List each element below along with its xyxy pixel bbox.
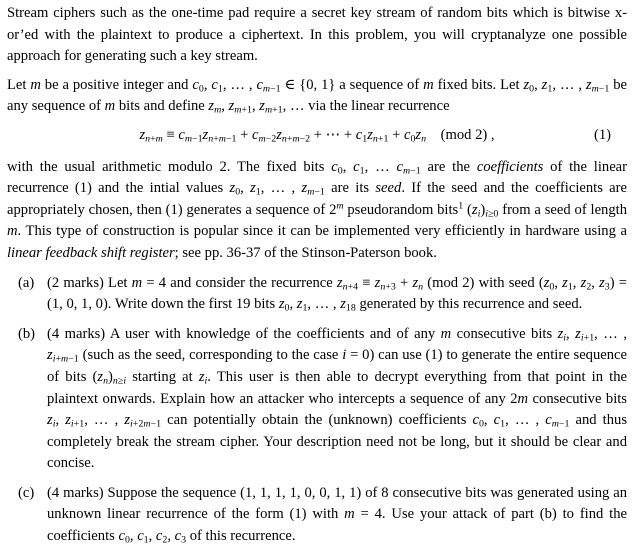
recurrence-equation-row (7, 125, 627, 147)
after-equation-paragraph: with the usual arithmetic modulo 2. The fixed bits $c_0$, $c_1$, … $c_{m-1}$ are the coefficients of the linear recurrence (1) and the intial values $z_0$, $z_1$, … , $z_{m-1}$ are its seed. If the seed and the coefficients are appropriately chosen, then (1) generates a sequence of 2$^m$ pseudorandom bits$^1$ $(z_i)_{i\ge 0}$ from a seed of length m. This type of construction is popular since it can be implemented very efficiently in hardware using a linear feedback shift register; see pp. 36-37 of the Stinson-Paterson book. (7, 158, 628, 261)
part-b (7, 324, 627, 475)
part-c-text: (4 marks) Suppose the sequence (1, 1, 1, 1, 0, 0, 1, 1) of 8 consecutive bits was generated using an unknown linear recurrence of the form (1) with m = 4. Use your attack of part (b) to find the coefficients $c_0$, $c_1$, $c_2$, $c_3$ of this recurrence. (47, 484, 627, 546)
part-a-label: (a) (18, 274, 35, 291)
part-c-label: (c) (18, 484, 35, 501)
part-a-text: (2 marks) Let m = 4 and consider the recurrence $z_{n+4} \equiv z_{n+3} + z_n$ (mod 2) with seed ($z_0$, $z_1$, $z_2$, $z_3) = (1$, 0, 1, 0). Write down the first 19 bits $z_0$, $z_1$, … , $z_{18}$ generated by this recurrence and seed. (47, 274, 628, 314)
part-b-text: (4 marks) A user with knowledge of the coefficients and of any m consecutive bits $z_i$, $z_{i+1}$, … , $z_{i+m-1}$ (such as the seed, corresponding to the case i = 0) can use (1) to generate the entire sequence of bits $(z_n)_{n\ge i}$ starting at $z_i$. This user is then able to decrypt everything from that point in the plaintext onwards. Explain how an attacker who intercepts a sequence of any 2m consecutive bits $z_i$, $z_{i+1}$, … , $z_{i+2m-1}$ can potentially obtain the (unknown) coefficients $c_0$, $c_1$, … , $c_{m-1}$ and thus completely break the stream cipher. Your description need not be long, but it should be clear and concise. (47, 325, 628, 472)
equation-number: (1) (593, 126, 611, 143)
part-a (7, 273, 627, 316)
part-b-label: (b) (18, 325, 36, 342)
intro-paragraph: Stream ciphers such as the one-time pad require a secret key stream of random bits which is bitwise x-or’ed with the plaintext to produce a ciphertext. In this problem, you will cryptanalyze one possible approach for generating such a key stream. (7, 5, 627, 65)
recurrence-equation: $z_{n+m} \equiv c_{m-1}z_{n+m-1} + c_{m-2}z_{n+m-2}$ + ⋯ + $c_1z_{n+1} + c_0z_n$ (mod 2) , (139, 126, 495, 145)
part-c (7, 483, 627, 548)
setup-paragraph: Let m be a positive integer and $c_0$, $c_1$, … , $c_{m-1}$ ∈ {0, 1} a sequence of m fixed bits. Let $z_0$, $z_1$, … , $z_{m-1}$ be any sequence of m bits and define $z_m$, $z_{m+1}$, $z_{m+1}$, … via the linear recurrence (7, 76, 627, 116)
problem-parts-list (7, 273, 627, 548)
